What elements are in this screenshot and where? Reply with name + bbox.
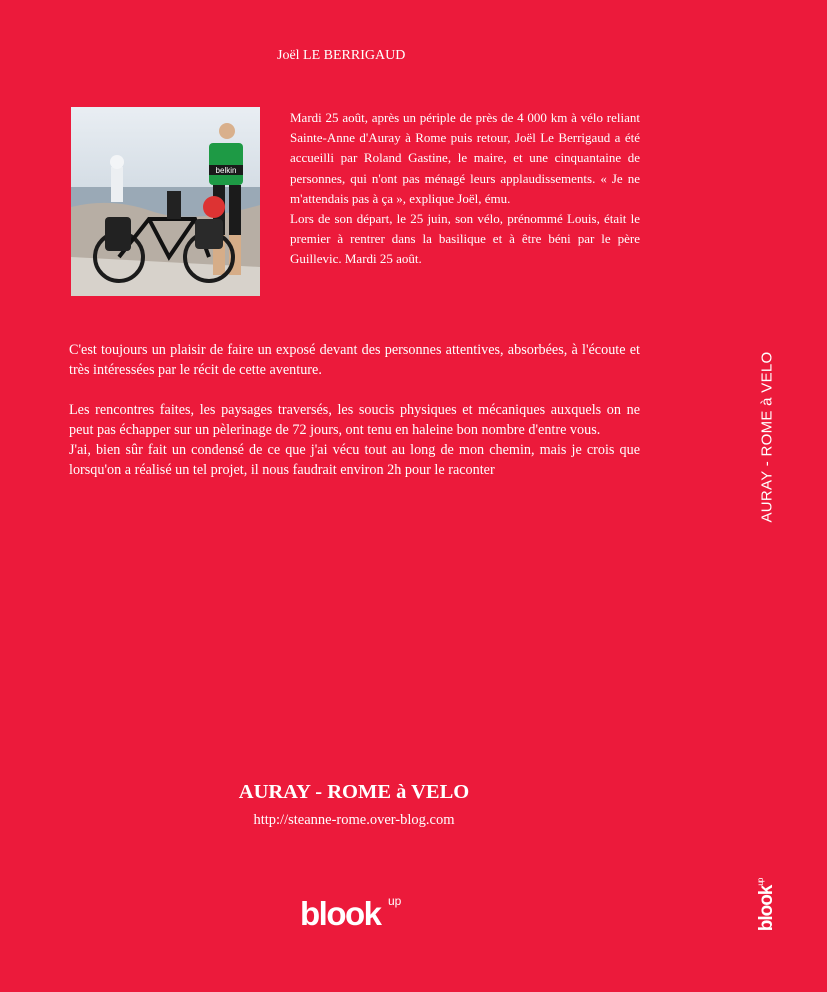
cyclist-photo-illustration	[71, 107, 260, 296]
photo-caption	[290, 108, 640, 270]
publisher-logo-text: blook	[300, 895, 381, 932]
caption-paragraph-2: Lors de son départ, le 25 juin, son vélo, prénommé Louis, était le premier à rentrer dans la basilique et à être béni par le père Guillevic. Mardi 25 août.	[290, 211, 640, 267]
caption-paragraph-1: Mardi 25 août, après un périple de près de 4 000 km à vélo reliant Sainte-Anne d'Auray à Rome puis retour, Joël Le Berrigaud a été accueilli par Roland Gastine, le maire, et une cinquantaine de personnes, qui n'ont pas ménagé leurs applaudissements. « Je ne m'attendais pas à ça », explique Joël, ému.	[290, 110, 640, 206]
body-paragraph-3: J'ai, bien sûr fait un condensé de ce que j'ai vécu tout au long de mon chemin, mais je crois que lorsqu'on a réalisé un tel projet, il nous faudrait environ 2h pour le raconter	[69, 442, 640, 478]
spine-logo-text: blook	[756, 885, 777, 932]
book-title: AURAY - ROME à VELO	[238, 781, 470, 803]
spine-logo-sup: up	[756, 878, 765, 886]
body-text	[69, 340, 640, 480]
jersey-text: belkin	[215, 166, 237, 175]
spine-logo	[756, 879, 778, 932]
publisher-logo	[300, 894, 402, 932]
body-paragraph-1: C'est toujours un plaisir de faire un exposé devant des personnes attentives, absorbées, à l'écoute et très intéressées par le récit de cette aventure.	[69, 342, 640, 378]
blog-url[interactable]: http://steanne-rome.over-blog.com	[253, 812, 455, 828]
body-paragraph-2: Les rencontres faites, les paysages traversés, les soucis physiques et mécaniques auxquels on ne peut pas échapper sur un pèlerinage de 72 jours, ont tenu en haleine bon nombre d'entre vous.	[69, 402, 640, 438]
publisher-logo-sup: up	[388, 894, 402, 908]
cyclist-photo	[71, 107, 260, 296]
author-name: Joël LE BERRIGAUD	[277, 48, 406, 63]
spine-title: AURAY - ROME à VELO	[758, 351, 776, 523]
